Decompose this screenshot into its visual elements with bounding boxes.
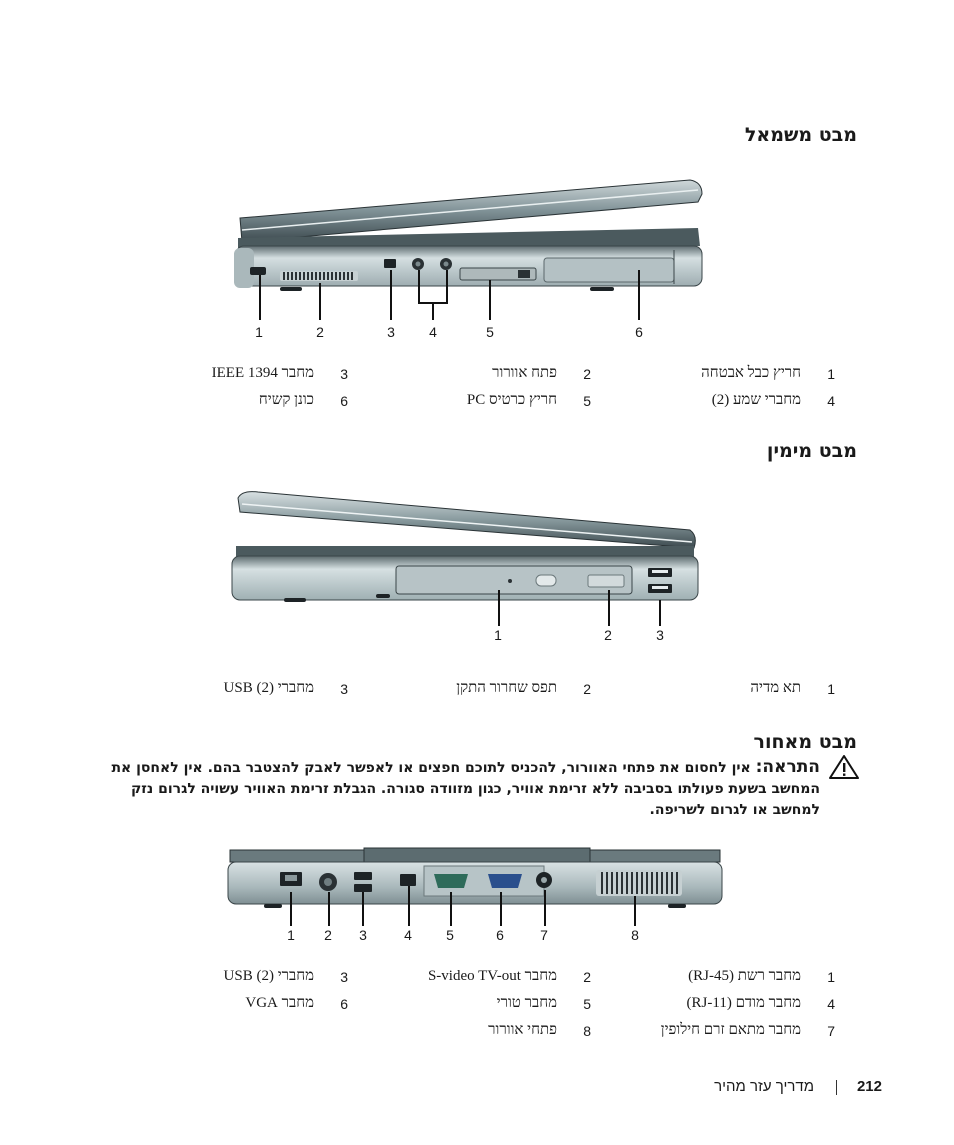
- leader-line-3: [362, 892, 364, 926]
- legend-number: 3: [340, 969, 348, 985]
- legend-number: 6: [340, 996, 348, 1012]
- legend-text: פתחי אוורור: [488, 1022, 557, 1038]
- legend-number: 7: [827, 1023, 835, 1039]
- legend-number: 2: [583, 681, 591, 697]
- callout-number: 6: [496, 927, 504, 943]
- leader-line-2: [328, 892, 330, 926]
- legend-text: מחבר מודם (RJ-11): [686, 995, 801, 1011]
- callout-number: 2: [324, 927, 332, 943]
- leader-line-5: [450, 892, 452, 926]
- legend-number: 5: [583, 393, 591, 409]
- legend-number: 4: [827, 393, 835, 409]
- legend-text: מחבר S-video TV-out: [427, 968, 557, 984]
- callout-number: 6: [635, 324, 643, 340]
- laptop-back-illustration: [224, 846, 726, 912]
- section-title-right-view: מבט מימין: [766, 440, 857, 462]
- legend-number: 1: [827, 969, 835, 985]
- legend-text: מחבר IEEE 1394: [211, 365, 314, 381]
- callout-number: 1: [494, 627, 502, 643]
- legend-text: מחבר רשת (RJ-45): [688, 968, 801, 984]
- section-title-back-view: מבט מאחור: [753, 731, 857, 753]
- footer-divider: [836, 1080, 837, 1095]
- callout-number: 5: [446, 927, 454, 943]
- callout-number: 5: [486, 324, 494, 340]
- legend-number: 6: [340, 393, 348, 409]
- callout-number: 2: [604, 627, 612, 643]
- legend-text: מחברי USB (2): [223, 680, 314, 696]
- guide-title: מדריך עזר מהיר: [714, 1078, 814, 1095]
- legend-text: תא מדיה: [750, 680, 801, 696]
- callout-number: 1: [287, 927, 295, 943]
- callout-number: 2: [316, 324, 324, 340]
- leader-line-1: [259, 275, 261, 320]
- legend-text: כונן קשיח: [258, 392, 314, 408]
- legend-number: 3: [340, 366, 348, 382]
- callout-number: 3: [656, 627, 664, 643]
- legend-text: פתח אוורור: [492, 365, 557, 381]
- warning-body: אין לחסום את פתחי האוורור, להכניס לתוכם חפצים או לאפשר לאבק להצטבר בהם. אין לאחסן את המחשב בשעת פעולתו בסביבה ללא זרימת אוויר, כגון מזוודה סגורה. הגבלת זרימת האוויר עשויה לגרום נזק למחשב או לגרום לשריפה.: [111, 760, 820, 818]
- callout-number: 4: [429, 324, 437, 340]
- callout-number: 8: [631, 927, 639, 943]
- leader-line-2: [608, 590, 610, 626]
- callout-number: 3: [359, 927, 367, 943]
- legend-text: מחברי שמע (2): [711, 392, 801, 408]
- leader-line-1: [290, 892, 292, 926]
- leader-line-1: [498, 590, 500, 626]
- callout-number: 1: [255, 324, 263, 340]
- laptop-left-side-illustration: [228, 172, 706, 304]
- leader-line-4a: [418, 270, 420, 302]
- legend-text: חריץ כרטיס PC: [466, 392, 557, 408]
- warning-icon: [828, 754, 860, 780]
- leader-line-3: [659, 600, 661, 626]
- section-title-left-view: מבט משמאל: [744, 124, 857, 146]
- legend-text: חריץ כבל אבטחה: [701, 365, 801, 381]
- leader-line-4b: [446, 270, 448, 302]
- legend-text: מחבר טורי: [496, 995, 557, 1011]
- legend-text: מחבר VGA: [245, 995, 314, 1011]
- legend-text: מחבר מתאם זרם חילופין: [660, 1022, 801, 1038]
- leader-line-3: [390, 270, 392, 320]
- legend-number: 5: [583, 996, 591, 1012]
- callout-number: 7: [540, 927, 548, 943]
- callout-number: 3: [387, 324, 395, 340]
- laptop-right-side-illustration: [228, 484, 702, 608]
- leader-line-6: [638, 270, 640, 320]
- legend-text: מחברי USB (2): [223, 968, 314, 984]
- warning-label: התראה:: [755, 757, 820, 777]
- legend-number: 2: [583, 366, 591, 382]
- callout-number: 4: [404, 927, 412, 943]
- leader-line-5: [489, 280, 491, 320]
- warning-paragraph: [100, 757, 820, 821]
- legend-number: 1: [827, 366, 835, 382]
- leader-line-4: [432, 302, 434, 320]
- legend-number: 4: [827, 996, 835, 1012]
- leader-line-4: [408, 886, 410, 926]
- legend-number: 1: [827, 681, 835, 697]
- legend-number: 8: [583, 1023, 591, 1039]
- legend-number: 2: [583, 969, 591, 985]
- page-number: 212: [856, 1078, 882, 1095]
- leader-line-8: [634, 896, 636, 926]
- leader-line-7: [544, 890, 546, 926]
- legend-number: 3: [340, 681, 348, 697]
- leader-line-2: [319, 283, 321, 320]
- legend-text: תפס שחרור התקן: [456, 680, 557, 696]
- leader-line-6: [500, 892, 502, 926]
